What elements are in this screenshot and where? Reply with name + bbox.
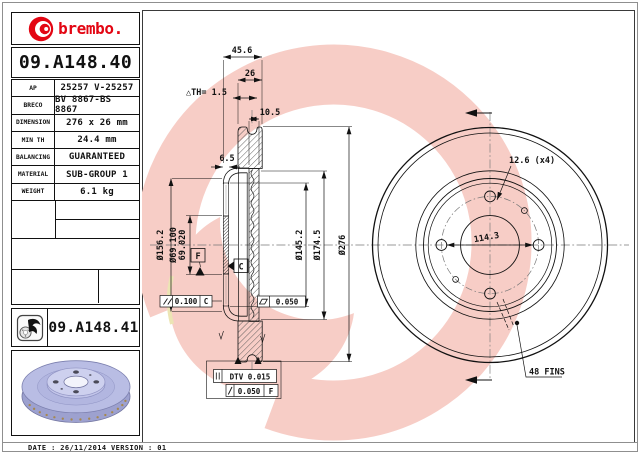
datum-f-label: F	[195, 251, 201, 262]
dim-bolt-holes: 12.6 (x4)	[509, 156, 556, 166]
dim-offset: 6.5	[219, 154, 235, 164]
dia-156: Ø156.2	[156, 229, 166, 261]
drawing-svg	[142, 10, 633, 441]
disc-3d-image	[13, 352, 139, 435]
part-number: 09.A148.40	[11, 47, 140, 78]
spec-value: GUARANTEED	[68, 152, 126, 163]
spec-value: SUB-GROUP 1	[66, 169, 128, 180]
table-row	[12, 97, 139, 114]
dia-276: Ø276	[338, 234, 348, 256]
brembo-wordmark: brembo.	[58, 19, 123, 38]
dia-174: Ø174.5	[313, 229, 323, 261]
dim-thickness: 26	[244, 69, 256, 79]
table-row	[12, 149, 139, 166]
empty-cell-line	[98, 269, 99, 303]
empty-cell-line	[55, 201, 56, 238]
spec-label: WEIGHT	[12, 184, 55, 200]
brembo-emblem-icon	[28, 16, 54, 42]
date-version-line: DATE : 26/11/2014 VERSION : 01	[28, 444, 167, 452]
spec-value: BV 8867-BS 8867	[55, 95, 112, 116]
table-row	[12, 115, 139, 132]
datum-c-label: C	[238, 262, 244, 273]
spec-label: MATERIAL	[12, 166, 55, 182]
dim-total-width: 45.6	[231, 46, 253, 56]
spec-value: 6.1 kg	[80, 186, 114, 197]
spec-table	[11, 79, 140, 305]
dim-min-th: △TH= 1.5	[186, 88, 227, 98]
table-row	[12, 132, 139, 149]
empty-cell-line	[12, 238, 139, 239]
dia-bore-min: 69.020	[178, 229, 188, 261]
spec-label: MIN TH	[12, 132, 55, 148]
spec-value: 276 x 26 mm	[66, 117, 128, 128]
kit-part-row	[11, 308, 140, 347]
fins-label: 48 FINS	[529, 367, 565, 378]
spec-value: 24.4 mm	[77, 135, 117, 146]
empty-cell-line	[12, 269, 139, 270]
coated-disc-icon	[16, 314, 44, 342]
dia-145: Ø145.2	[295, 229, 305, 261]
dim-pcd: 114.3	[473, 230, 501, 246]
spec-value: 25257 V-25257	[60, 83, 134, 94]
table-row	[12, 184, 139, 201]
footer-strip	[2, 442, 637, 452]
disc-photo-box	[11, 350, 140, 436]
runout-value: 0.050	[237, 386, 261, 396]
spec-label: AP	[12, 80, 55, 96]
dia-bore-max: Ø69.100	[169, 227, 179, 263]
dtv-value: DTV 0.015	[229, 372, 271, 382]
spec-label: BRECO	[12, 97, 55, 113]
spec-label: BALANCING	[12, 149, 55, 165]
spec-label: DIMENSION	[12, 115, 55, 131]
brembo-logo-box	[11, 12, 140, 45]
kit-part-number: 09.A148.41	[48, 319, 139, 336]
kit-icon-cell	[12, 309, 48, 346]
parallelism-value: 0.100	[174, 297, 198, 306]
dim-plate: 10.5	[259, 108, 281, 118]
flatness-value: 0.050	[275, 297, 299, 307]
empty-cell-line	[55, 219, 139, 220]
parallelism-ref: C	[203, 297, 209, 306]
runout-ref: F	[268, 386, 274, 396]
table-row	[12, 166, 139, 183]
brembo-watermark	[166, 75, 502, 411]
flatness-frame	[258, 296, 306, 307]
